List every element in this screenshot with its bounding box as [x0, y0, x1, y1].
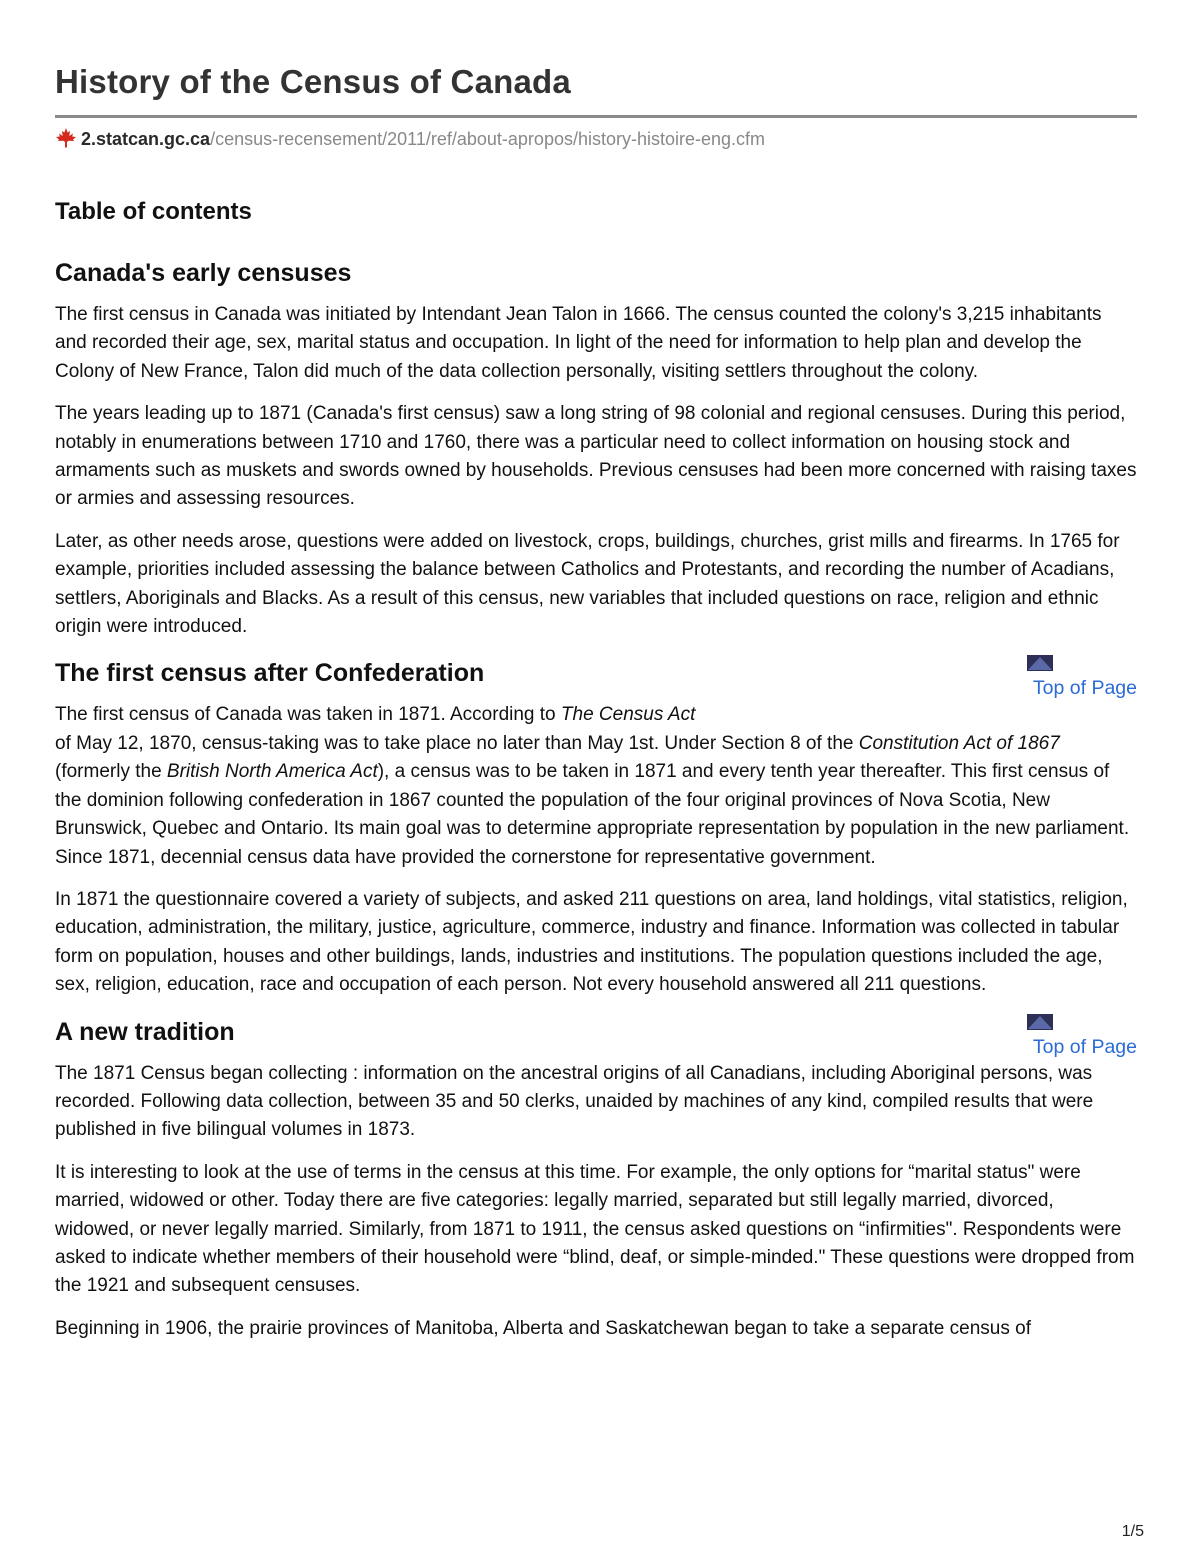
up-arrow-icon [1027, 1014, 1053, 1030]
top-of-page-link[interactable] [1027, 655, 1137, 701]
section-confederation [55, 657, 1137, 999]
source-path: /census-recensement/2011/ref/about-apropos/history-histoire-eng.cfm [210, 129, 766, 149]
source-url[interactable] [55, 127, 1137, 151]
section-heading-new-tradition: A new tradition [55, 1017, 235, 1046]
page-title: History of the Census of Canada [55, 63, 571, 100]
top-of-page-link[interactable] [1027, 1014, 1137, 1060]
confederation-paragraph-2: In 1871 the questionnaire covered a variety of subjects, and asked 211 questions on area, land holdings, vital statistics, religion, education, administration, the military, justice, agriculture, commerce, industry and finance. Information was collected in tabular form on population, houses and other buildings, lands, industries and institutions. The population questions included the age, sex, religion, education, race and occupation of each person. Not every household answered all 211 questions. [55, 888, 1128, 996]
early-paragraph-3: Later, as other needs arose, questions were added on livestock, crops, buildings, churches, grist mills and firearms. In 1765 for example, priorities included assessing the balance between Catholics and Protestants, and recording the number of Acadians, settlers, Aboriginals and Blacks. As a result of this census, new variables that included questions on race, religion and ethnic origin were introduced. [55, 530, 1120, 638]
section-new-tradition [55, 1016, 1137, 1344]
section-heading-early: Canada's early censuses [55, 259, 352, 287]
confederation-paragraph-1-line-1: The first census of Canada was taken in 1871. According to The Census Act [55, 704, 696, 726]
document-page [55, 58, 1137, 1343]
tradition-paragraph-2: It is interesting to look at the use of terms in the census at this time. For example, the only options for “marital status" were married, widowed or other. Today there are five categories: legally married, separated but still legally married, divorced, widowed, or never legally married. Similarly, from 1871 to 1911, the census asked questions on “infirmities". Respondents were asked to indicate whether members of their household were “blind, deaf, or simple-minded." These questions were dropped from the 1921 and subsequent censuses. [55, 1161, 1135, 1297]
source-domain: 2.statcan.gc.ca [81, 129, 211, 149]
section-heading-confederation: The first census after Confederation [55, 659, 485, 688]
confederation-paragraph-1: of May 12, 1870, census-taking was to take place no later than May 1st. Under Section 8 of the Constitution Act of 1867 (formerly the British North America Act), a census was to be taken in 1871 and every tenth year thereafter. This first census of the dominion following confederation in 1867 counted the population of the four original provinces of Nova Scotia, New Brunswick, Quebec and Ontario. Its main goal was to determine appropriate representation by population in the new parliament. Since 1871, decennial census data have provided the cornerstone for representative government. [55, 732, 1130, 868]
top-of-page-label: Top of Page [1032, 677, 1137, 700]
up-arrow-icon [1027, 655, 1053, 671]
early-paragraph-2: The years leading up to 1871 (Canada's first census) saw a long string of 98 colonial and regional censuses. During this period, notably in enumerations between 1710 and 1760, there was a particular need to collect information on housing stock and armaments such as muskets and swords owned by households. Previous censuses had been more concerned with raising taxes or armies and assessing resources. [55, 403, 1137, 510]
toc-heading: Table of contents [55, 198, 252, 225]
page-number: 1/5 [1121, 1523, 1144, 1540]
early-paragraph-1: The first census in Canada was initiated by Intendant Jean Talon in 1666. The census counted the colony's 3,215 inhabitants and recorded their age, sex, marital status and occupation. In light of the need for information to help plan and develop the Colony of New France, Talon did much of the data collection personally, visiting settlers throughout the colony. [55, 304, 1102, 382]
top-of-page-label: Top of Page [1032, 1035, 1137, 1058]
tradition-paragraph-3: Beginning in 1906, the prairie provinces of Manitoba, Alberta and Saskatchewan began to take a separate census of [55, 1317, 1031, 1339]
maple-leaf-icon [55, 128, 77, 148]
title-divider [55, 115, 1137, 118]
tradition-paragraph-1: The 1871 Census began collecting : information on the ancestral origins of all Canadians, including Aboriginal persons, was recorded. Following data collection, between 35 and 50 clerks, unaided by machines of any kind, compiled results that were published in five bilingual volumes in 1873. [55, 1062, 1094, 1141]
